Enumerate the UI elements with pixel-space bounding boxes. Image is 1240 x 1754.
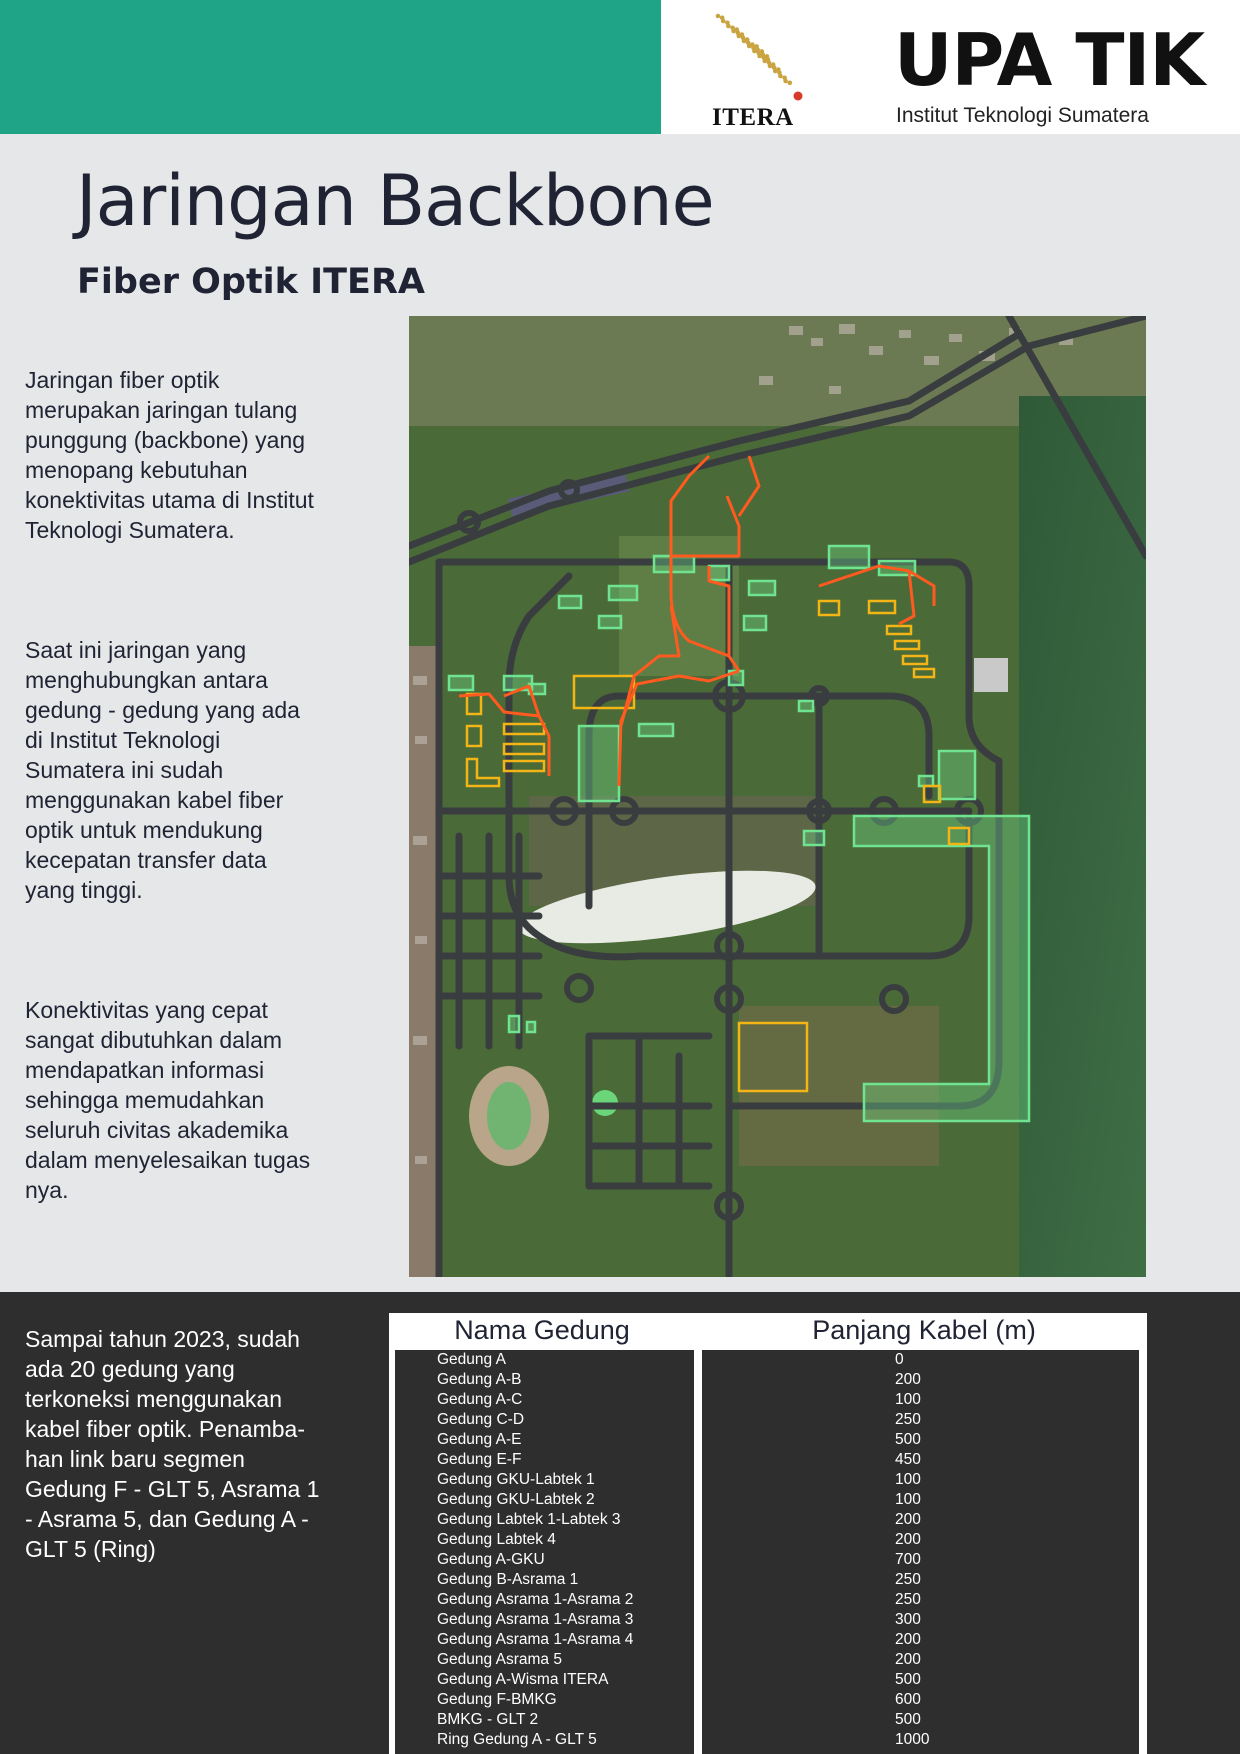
- table-cell-name: Gedung Asrama 1-Asrama 4: [437, 1631, 634, 1648]
- summary-paragraph: Sampai tahun 2023, sudah ada 20 gedung yang terkoneksi menggunakan kabel fiber optik. Penamba-han link baru segmen Gedung F - GLT 5, Asrama 1 - Asrama 5, dan Gedung A - GLT 5 (Ring): [25, 1326, 320, 1562]
- table-cell-length: 200: [895, 1651, 921, 1668]
- small-pond: [974, 658, 1008, 692]
- table-cell-name: Gedung C-D: [437, 1411, 525, 1428]
- header-green-band: [0, 0, 661, 134]
- table-cell-length: 300: [895, 1611, 921, 1628]
- table-cell-length: 250: [895, 1591, 921, 1608]
- itera-logo-icon: [710, 12, 806, 102]
- table-cell-name: Gedung F-BMKG: [437, 1691, 557, 1708]
- table-cell-name: Gedung A-GKU: [437, 1551, 545, 1568]
- logo-text: ITERA: [712, 104, 794, 131]
- table-cell-name: Gedung Labtek 1-Labtek 3: [437, 1511, 621, 1528]
- table-cell-length: 0: [895, 1351, 904, 1368]
- table-cell-name: Gedung GKU-Labtek 2: [437, 1491, 595, 1508]
- table-cell-length: 250: [895, 1411, 921, 1428]
- table-header-name: Nama Gedung: [454, 1315, 630, 1345]
- table-cell-length: 200: [895, 1371, 921, 1388]
- table-cell-length: 100: [895, 1471, 921, 1488]
- table-cell-name: Gedung A-E: [437, 1431, 522, 1448]
- brand-title: UPA TIK: [894, 18, 1205, 102]
- page-subtitle: Fiber Optik ITERA: [77, 262, 425, 302]
- table-cell-name: Gedung Asrama 5: [437, 1651, 562, 1668]
- table-cell-name: Gedung A-B: [437, 1371, 522, 1388]
- table-cell-name: Gedung A: [437, 1351, 506, 1368]
- table-cell-length: 100: [895, 1391, 921, 1408]
- page-title: Jaringan Backbone: [76, 160, 714, 242]
- table-cell-name: Gedung A-C: [437, 1391, 523, 1408]
- brand-subtitle: Institut Teknologi Sumatera: [896, 104, 1149, 127]
- network-paragraph: Saat ini jaringan yang menghubungkan antara gedung - gedung yang ada di Institut Teknologi Sumatera ini sudah menggunakan kabel fiber optik untuk mendukung kecepatan transfer data yang tinggi.: [25, 637, 300, 903]
- table-cell-name: Gedung Asrama 1-Asrama 3: [437, 1611, 634, 1628]
- building-name-list: [437, 1350, 687, 1750]
- table-cell-name: Gedung A-Wisma ITERA: [437, 1671, 609, 1688]
- table-cell-length: 450: [895, 1451, 921, 1468]
- lake: [487, 1082, 531, 1150]
- table-cell-name: Gedung GKU-Labtek 1: [437, 1471, 595, 1488]
- table-cell-length: 500: [895, 1671, 921, 1688]
- connectivity-paragraph: Konektivitas yang cepat sangat dibutuhkan dalam mendapatkan informasi sehingga memudahkan seluruh civitas akademika dalam menyelesaikan tugas nya.: [25, 997, 311, 1203]
- table-cell-name: Gedung Labtek 4: [437, 1531, 556, 1548]
- table-cell-length: 200: [895, 1631, 921, 1648]
- table-cell-length: 600: [895, 1691, 921, 1708]
- table-cell-length: 200: [895, 1511, 921, 1528]
- campus-fiber-map: [409, 316, 1146, 1277]
- table-cell-length: 1000: [895, 1731, 930, 1748]
- table-cell-name: BMKG - GLT 2: [437, 1711, 539, 1728]
- table-cell-name: Ring Gedung A - GLT 5: [437, 1731, 597, 1748]
- table-cell-length: 500: [895, 1711, 921, 1728]
- table-cell-length: 500: [895, 1431, 921, 1448]
- table-cell-name: Gedung E-F: [437, 1451, 522, 1468]
- table-cell-name: Gedung B-Asrama 1: [437, 1571, 579, 1588]
- table-cell-length: 200: [895, 1531, 921, 1548]
- table-cell-length: 700: [895, 1551, 921, 1568]
- cable-length-list: [895, 1350, 1015, 1750]
- table-cell-length: 250: [895, 1571, 921, 1588]
- table-header-length: Panjang Kabel (m): [812, 1315, 1036, 1345]
- table-cell-name: Gedung Asrama 1-Asrama 2: [437, 1591, 634, 1608]
- intro-paragraph: Jaringan fiber optik merupakan jaringan tulang punggung (backbone) yang menopang kebutuhan konektivitas utama di Institut Teknologi Sumatera.: [25, 367, 314, 543]
- table-cell-length: 100: [895, 1491, 921, 1508]
